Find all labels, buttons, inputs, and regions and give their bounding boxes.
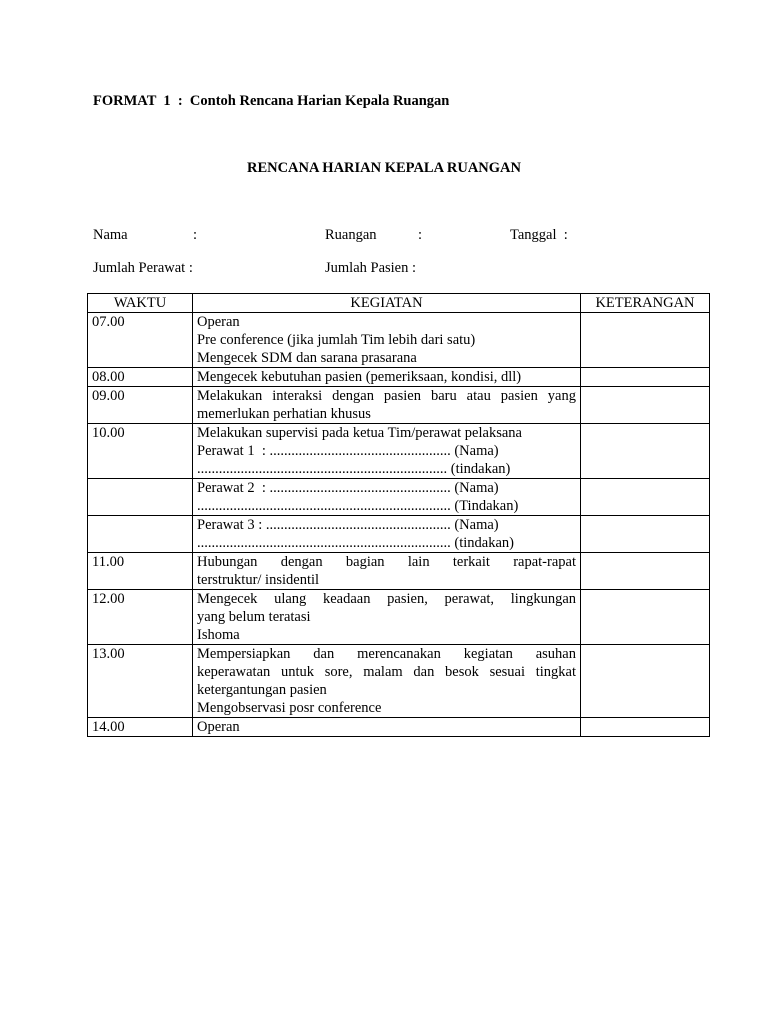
waktu-cell: 14.00 xyxy=(88,718,193,737)
kegiatan-line: Mengobservasi posr conference xyxy=(197,700,382,716)
kegiatan-line: Perawat 2 : .................................................. (Nama) xyxy=(197,480,499,496)
schedule-table xyxy=(87,293,710,737)
table-row xyxy=(88,387,710,424)
waktu-cell xyxy=(88,516,193,553)
kegiatan-cell xyxy=(193,718,581,737)
kegiatan-line: keperawatan untuk sore, malam dan besok sesuai tingkat xyxy=(197,664,576,680)
keterangan-cell xyxy=(581,553,710,590)
kegiatan-line: ..................................................................... (tindakan) xyxy=(197,461,511,477)
kegiatan-cell xyxy=(193,424,581,479)
kegiatan-line: Mengecek ulang keadaan pasien, perawat, lingkungan xyxy=(197,591,576,607)
keterangan-cell xyxy=(581,424,710,479)
kegiatan-line: Melakukan interaksi dengan pasien baru atau pasien yang xyxy=(197,388,576,404)
kegiatan-line: Pre conference (jika jumlah Tim lebih dari satu) xyxy=(197,332,476,348)
waktu-cell: 12.00 xyxy=(88,590,193,645)
table-row xyxy=(88,516,710,553)
kegiatan-cell xyxy=(193,516,581,553)
table-row xyxy=(88,424,710,479)
kegiatan-line: Melakukan supervisi pada ketua Tim/perawat pelaksana xyxy=(197,425,522,441)
waktu-cell: 13.00 xyxy=(88,645,193,718)
kegiatan-line: ketergantungan pasien xyxy=(197,682,327,698)
kegiatan-cell xyxy=(193,387,581,424)
jumlah-perawat-label: Jumlah Perawat : xyxy=(93,260,193,276)
table-row xyxy=(88,368,710,387)
table-row xyxy=(88,553,710,590)
waktu-cell: 11.00 xyxy=(88,553,193,590)
kegiatan-line: Perawat 1 : .................................................. (Nama) xyxy=(197,443,499,459)
kegiatan-cell xyxy=(193,368,581,387)
ruangan-colon: : xyxy=(418,227,423,243)
keterangan-cell xyxy=(581,645,710,718)
table-row xyxy=(88,718,710,737)
table-row xyxy=(88,313,710,368)
table-header-row xyxy=(88,294,710,313)
nama-colon: : xyxy=(193,227,198,243)
kegiatan-line: memerlukan perhatian khusus xyxy=(197,406,371,422)
waktu-cell xyxy=(88,479,193,516)
header-waktu: WAKTU xyxy=(88,294,193,313)
waktu-cell: 10.00 xyxy=(88,424,193,479)
ruangan-label: Ruangan xyxy=(325,227,377,243)
kegiatan-line: Hubungan dengan bagian lain terkait rapat-rapat xyxy=(197,554,576,570)
waktu-cell: 07.00 xyxy=(88,313,193,368)
keterangan-cell xyxy=(581,718,710,737)
keterangan-cell xyxy=(581,313,710,368)
waktu-cell: 09.00 xyxy=(88,387,193,424)
table-row xyxy=(88,590,710,645)
kegiatan-line: Mengecek kebutuhan pasien (pemeriksaan, kondisi, dll) xyxy=(197,369,522,385)
keterangan-cell xyxy=(581,590,710,645)
header-keterangan: KETERANGAN xyxy=(581,294,710,313)
kegiatan-line: yang belum teratasi xyxy=(197,609,311,625)
header-kegiatan: KEGIATAN xyxy=(193,294,581,313)
waktu-cell: 08.00 xyxy=(88,368,193,387)
kegiatan-line: Operan xyxy=(197,314,240,330)
keterangan-cell xyxy=(581,516,710,553)
jumlah-pasien-label: Jumlah Pasien : xyxy=(325,260,417,276)
format-heading: FORMAT 1 : Contoh Rencana Harian Kepala Ruangan xyxy=(93,93,450,109)
schedule-body xyxy=(88,313,710,737)
table-row xyxy=(88,479,710,516)
kegiatan-line: Mengecek SDM dan sarana prasarana xyxy=(197,350,417,366)
table-row xyxy=(88,645,710,718)
kegiatan-cell xyxy=(193,479,581,516)
kegiatan-line: Perawat 3 : ................................................... (Nama) xyxy=(197,517,499,533)
keterangan-cell xyxy=(581,368,710,387)
kegiatan-line: Ishoma xyxy=(197,627,240,643)
kegiatan-cell xyxy=(193,313,581,368)
nama-label: Nama xyxy=(93,227,128,243)
tanggal-label: Tanggal : xyxy=(510,227,568,243)
kegiatan-cell xyxy=(193,590,581,645)
kegiatan-line: ...................................................................... (tindakan) xyxy=(197,535,514,551)
kegiatan-line: Mempersiapkan dan merencanakan kegiatan asuhan xyxy=(197,646,576,662)
kegiatan-line: ...................................................................... (Tindakan) xyxy=(197,498,519,514)
document-title: RENCANA HARIAN KEPALA RUANGAN xyxy=(246,160,522,176)
kegiatan-line: Operan xyxy=(197,719,240,735)
kegiatan-line: terstruktur/ insidentil xyxy=(197,572,320,588)
keterangan-cell xyxy=(581,479,710,516)
kegiatan-cell xyxy=(193,645,581,718)
keterangan-cell xyxy=(581,387,710,424)
kegiatan-cell xyxy=(193,553,581,590)
